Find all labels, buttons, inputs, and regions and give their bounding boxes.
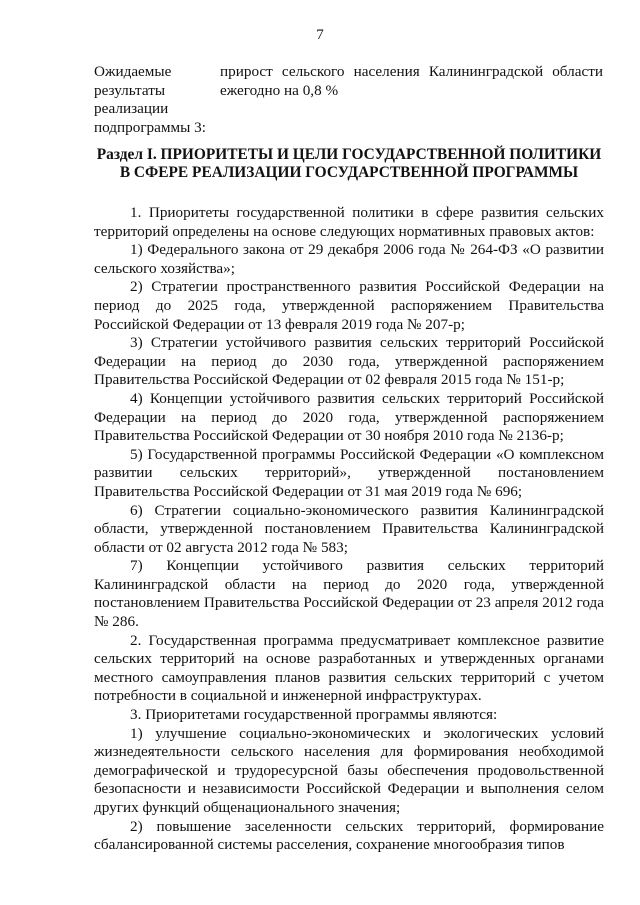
list-item-federal-law: 1) Федерального закона от 29 декабря 2006 года № 264-ФЗ «О развитии сельского хозяйства»; <box>94 241 604 277</box>
paragraph-program-priorities: 3. Приоритетами государственной программы являются: <box>130 706 498 724</box>
list-item-living-conditions: 1) улучшение социально-экономических и экологических условий жизнедеятельности сельского населения для формирования необходимой демографической и трудоресурсной базы обеспечения продовольственной безопасности и независимости Российской Федерации и выполнения селом других функций общенационального значения; <box>94 724 604 816</box>
expected-results-value: прирост сельского населения Калининградской области ежегодно на 0,8 % <box>220 63 603 99</box>
section-heading <box>94 146 604 182</box>
list-item-regional-concept: 7) Концепции устойчивого развития сельских территорий Калининградской области на период до 2020 года, утвержденной постановлением Правительства Российской Федерации от 23 апреля 2012 года № 286. <box>94 557 604 631</box>
body-text <box>94 204 604 855</box>
list-item-spatial-strategy: 2) Стратегии пространственного развития Российской Федерации на период до 2025 года, утвержденной распоряжением Правительства Российской Федерации от 13 февраля 2019 года № 207-р; <box>94 278 604 333</box>
list-item-regional-strategy: 6) Стратегии социально-экономического развития Калининградской области, утвержденной постановлением Правительства Калининградской области от 02 августа 2012 года № 583; <box>94 501 604 556</box>
expected-results-label: Ожидаемые результаты реализации подпрограммы 3: <box>94 63 206 136</box>
list-item-sustainable-strategy: 3) Стратегии устойчивого развития сельских территорий Российской Федерации на период до 2030 года, утвержденной распоряжением Правительства Российской Федерации от 02 февраля 2015 года № 151-р; <box>94 334 604 389</box>
page-number: 7 <box>316 27 324 43</box>
paragraph-priorities-intro: 1. Приоритеты государственной политики в сфере развития сельских территорий определены на основе следующих нормативных правовых актов: <box>94 204 604 240</box>
list-item-sustainable-concept: 4) Концепции устойчивого развития сельских территорий Российской Федерации на период до 2020 года, утвержденной распоряжением Правительства Российской Федерации от 30 ноября 2010 года № 2136-р; <box>94 389 604 445</box>
paragraph-complex-development: 2. Государственная программа предусматривает комплексное развитие сельских территорий на основе разработанных и утвержденных органами местного самоуправления планов развития сельских территорий с учетом потребности в социальной и инженерной инфраструктурах. <box>94 631 604 705</box>
list-item-settlement: 2) повышение заселенности сельских территорий, формирование сбалансированной системы расселения, сохранение многообразия типов <box>94 817 604 854</box>
section-heading-line-1: Раздел I. ПРИОРИТЕТЫ И ЦЕЛИ ГОСУДАРСТВЕННОЙ ПОЛИТИКИ <box>96 146 602 163</box>
section-heading-line-2: В СФЕРЕ РЕАЛИЗАЦИИ ГОСУДАРСТВЕННОЙ ПРОГРАММЫ <box>119 164 579 181</box>
list-item-state-program: 5) Государственной программы Российской Федерации «О комплексном развитии сельских территорий», утвержденной постановлением Правительства Российской Федерации от 31 мая 2019 года № 696; <box>94 445 604 500</box>
